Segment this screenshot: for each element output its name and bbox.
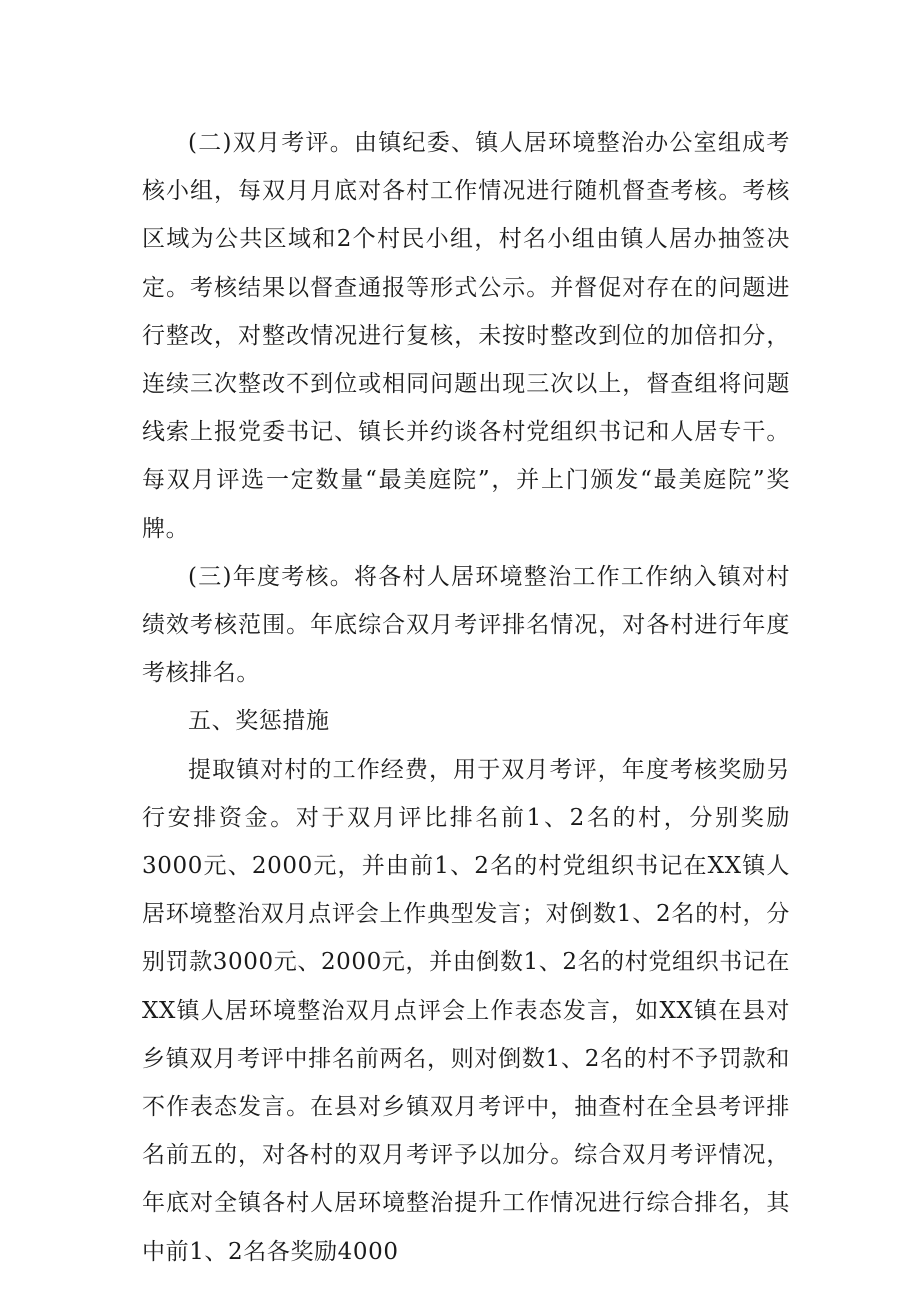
paragraph-rewards-penalties: 提取镇对村的工作经费，用于双月考评，年度考核奖励另行安排资金。对于双月评比排名前1、2名的村，分别奖励3000元、2000元，并由前1、2名的村党组织书记在XX镇人居环境整治双月点评会上作典型发言；对倒数1、2名的村，分别罚款3000元、2000元，并由倒数1、2名的村党组织书记在XX镇人居环境整治双月点评会上作表态发言，如XX镇在县对乡镇双月考评中排名前两名，则对倒数1、2名的村不予罚款和不作表态发言。在县对乡镇双月考评中，抽查村在全县考评排名前五的，对各村的双月考评予以加分。综合双月考评情况，年底对全镇各村人居环境整治提升工作情况进行综合排名，其中前1、2名各奖励4000 <box>142 756 790 1265</box>
paragraph-bimonthly-review: (二)双月考评。由镇纪委、镇人居环境整治办公室组成考核小组，每双月月底对各村工作情况进行随机督查考核。考核区域为公共区域和2个村民小组，村名小组由镇人居办抽签决定。考核结果以督查通报等形式公示。并督促对存在的问题进行整改，对整改情况进行复核，未按时整改到位的加倍扣分，连续三次整改不到位或相同问题出现三次以上，督查组将问题线索上报党委书记、镇长并约谈各村党组织书记和人居专干。每双月评选一定数量“最美庭院”，并上门颁发“最美庭院”奖牌。 <box>142 130 790 542</box>
paragraph-annual-review: (三)年度考核。将各村人居环境整治工作工作纳入镇对村绩效考核范围。年底综合双月考评排名情况，对各村进行年度考核排名。 <box>142 563 790 687</box>
section-heading-rewards-penalties: 五、奖惩措施 <box>188 708 330 735</box>
document-body <box>142 119 790 1276</box>
